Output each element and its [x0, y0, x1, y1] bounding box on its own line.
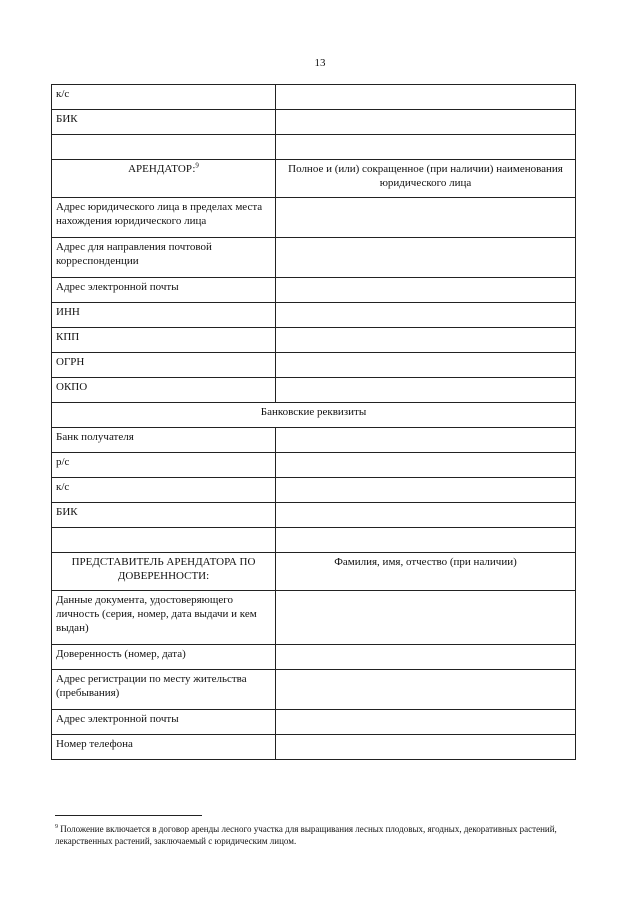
row-value-empty-2[interactable] [276, 528, 576, 553]
row-value-legal-address[interactable] [276, 198, 576, 238]
table-row [52, 378, 576, 403]
table-row [52, 303, 576, 328]
row-label-rep-email: Адрес электронной почты [52, 710, 276, 735]
table-row [52, 278, 576, 303]
footnote-ref: 9 [195, 161, 199, 170]
row-value-inn[interactable] [276, 303, 576, 328]
row-label-okpo: ОКПО [52, 378, 276, 403]
table-row [52, 328, 576, 353]
row-value-registration-address[interactable] [276, 670, 576, 710]
row-label-empty [52, 135, 276, 160]
row-label-legal-address: Адрес юридического лица в пределах места нахождения юридического лица [52, 198, 276, 238]
row-label-inn: ИНН [52, 303, 276, 328]
table-row [52, 503, 576, 528]
table-row [52, 428, 576, 453]
bank-header-row [52, 403, 576, 428]
table-row [52, 353, 576, 378]
row-value-bik-2[interactable] [276, 503, 576, 528]
row-label-ks-2: к/с [52, 478, 276, 503]
row-value-ogrn[interactable] [276, 353, 576, 378]
table-row-empty [52, 528, 576, 553]
table-row [52, 198, 576, 238]
row-label-rs: р/с [52, 453, 276, 478]
table-row-empty [52, 135, 576, 160]
row-label-kpp: КПП [52, 328, 276, 353]
row-label-ks: к/с [52, 85, 276, 110]
representative-title: ПРЕДСТАВИТЕЛЬ АРЕНДАТОРА ПО ДОВЕРЕННОСТИ: [52, 553, 276, 591]
footnote-text: Положение включается в договор аренды лесного участка для выращивания лесных плодовых, ягодных, декоративных растений, лекарственных растений, заключаемый с юридическим лицом. [55, 824, 557, 846]
page-number: 13 [314, 57, 326, 69]
table-row [52, 710, 576, 735]
tenant-title-cell [52, 160, 276, 198]
row-value-rep-email[interactable] [276, 710, 576, 735]
row-label-power-of-attorney: Доверенность (номер, дата) [52, 645, 276, 670]
row-value-id-document[interactable] [276, 591, 576, 645]
row-value-rs[interactable] [276, 453, 576, 478]
row-label-bank: Банк получателя [52, 428, 276, 453]
table-row [52, 110, 576, 135]
row-value-postal-address[interactable] [276, 238, 576, 278]
row-label-email: Адрес электронной почты [52, 278, 276, 303]
row-value-power-of-attorney[interactable] [276, 645, 576, 670]
row-label-empty-2 [52, 528, 276, 553]
row-value-ks-2[interactable] [276, 478, 576, 503]
row-label-ogrn: ОГРН [52, 353, 276, 378]
row-value-bik[interactable] [276, 110, 576, 135]
row-label-bik-2: БИК [52, 503, 276, 528]
requisites-table [51, 84, 576, 760]
table-row [52, 85, 576, 110]
row-value-empty[interactable] [276, 135, 576, 160]
row-value-ks[interactable] [276, 85, 576, 110]
table-row [52, 453, 576, 478]
table-row [52, 478, 576, 503]
row-value-email[interactable] [276, 278, 576, 303]
row-label-id-document: Данные документа, удостоверяющего личность (серия, номер, дата выдачи и кем выдан) [52, 591, 276, 645]
bank-header: Банковские реквизиты [52, 403, 576, 428]
table-row [52, 591, 576, 645]
tenant-title: АРЕНДАТОР: [128, 163, 196, 175]
row-label-phone: Номер телефона [52, 735, 276, 760]
row-label-bik: БИК [52, 110, 276, 135]
footnote-mark: 9 [55, 824, 58, 830]
table-row [52, 238, 576, 278]
row-value-okpo[interactable] [276, 378, 576, 403]
footnote-divider [55, 815, 202, 816]
tenant-header-row [52, 160, 576, 198]
table-row [52, 735, 576, 760]
tenant-header-right: Полное и (или) сокращенное (при наличии) наименования юридического лица [276, 160, 576, 198]
representative-header-right: Фамилия, имя, отчество (при наличии) [276, 553, 576, 591]
representative-header-row [52, 553, 576, 591]
row-value-bank[interactable] [276, 428, 576, 453]
row-label-registration-address: Адрес регистрации по месту жительства (пребывания) [52, 670, 276, 710]
row-label-postal-address: Адрес для направления почтовой корреспонденции [52, 238, 276, 278]
footnote [55, 823, 585, 847]
row-value-phone[interactable] [276, 735, 576, 760]
table-row [52, 670, 576, 710]
row-value-kpp[interactable] [276, 328, 576, 353]
table-row [52, 645, 576, 670]
